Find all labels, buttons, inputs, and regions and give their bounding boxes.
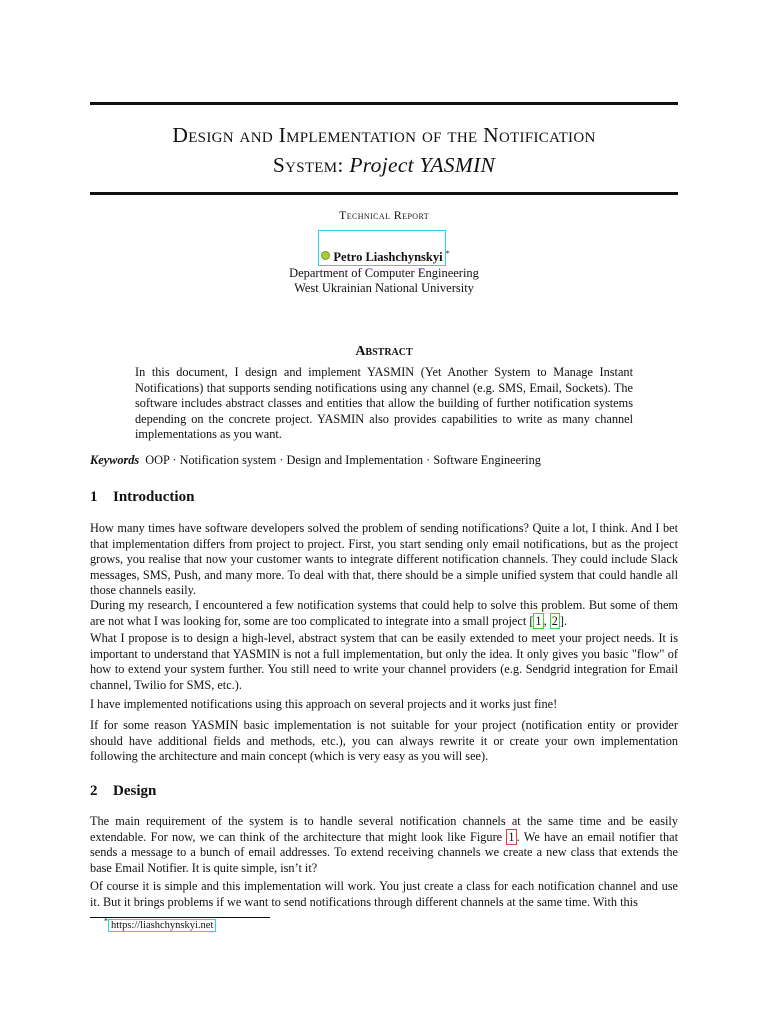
paper-title (90, 120, 678, 180)
paragraph-text: The main requirement of the system is to handle several notification channels at the same time and be easily extendable. For now, we can think of the architecture that might look like Figure (90, 814, 678, 844)
design-paragraph-2: Of course it is simple and this implementation will work. You just create a class for each notification channel and use it. But it brings problems if we want to send notifications through different channels at the same time. With this (90, 879, 678, 909)
paragraph-text: , (543, 613, 550, 628)
paragraph-text: . We have an email notifier that sends a message to a bunch of email addresses. To extend receiving channels we create a new class that extends the base Email Notifier. It is quite simple, isn’t it? (90, 829, 678, 875)
paragraph-text: ]. (559, 613, 568, 628)
keywords-line (90, 453, 678, 468)
intro-paragraph-4: I have implemented notifications using this approach on several projects and it works just fine! (90, 697, 558, 711)
section-heading-design (90, 783, 156, 800)
section-title: Introduction (113, 489, 195, 505)
paragraph-text: During my research, I encountered a few notification systems that could help to solve this problem. But some of them are not what I was looking for, some are too complicated to integrate into a small project [ (90, 598, 678, 628)
section-number: 2 (90, 783, 98, 799)
footnote-mark: * (104, 916, 108, 926)
footnote-rule (90, 917, 270, 918)
intro-paragraph-3: What I propose is to design a high-level, abstract system that can be easily extended to meet your project needs. It is important to understand that YASMIN is not a full implementation, but only the idea. It only gives you basic "flow" of how to extend your system further. You still need to write your channel providers (e.g. Sendgrid integration for Email channel, Twilio for SMS, etc.). (90, 631, 678, 692)
section-heading-introduction (90, 489, 194, 506)
author-link[interactable] (318, 230, 445, 266)
footnote-url-link[interactable]: https://liashchynskyi.net (108, 919, 216, 932)
intro-paragraph-2 (90, 598, 678, 629)
author-name: Petro Liashchynskyi (333, 250, 443, 264)
section-number: 1 (90, 489, 98, 505)
title-line-2-prefix: System: (272, 153, 350, 177)
author-block (90, 248, 678, 296)
keywords-text: OOP · Notification system · Design and Implementation · Software Engineering (145, 453, 541, 467)
keywords-label: Keywords (90, 453, 140, 467)
author-department: Department of Computer Engineering (289, 266, 479, 280)
intro-paragraph-1: How many times have software developers solved the problem of sending notifications? Quite a lot, I think. And I bet that implementation differs from project to project. First, you start sending only email notifications, but as the project grows, you realise that now your customer wants to integrate different notification channels. They could include Slack messages, SMS, Push, and many more. To deal with that, there should be a simple unified system that could handle all those channels easily. (90, 521, 678, 597)
citation-link[interactable]: 2 (551, 613, 558, 628)
design-paragraph-1 (90, 814, 678, 876)
title-line-2-italic: Project YASMIN (349, 153, 496, 177)
abstract-text: In this document, I design and implement YASMIN (Yet Another System to Manage Instant Notifications) that supports sending notifications using any channel (e.g. SMS, Email, Sockets). The software includes abstract classes and entities that allow the building of further notification systems depending on the concrete project. YASMIN also provides capabilities to write as many channel implementations as you want. (135, 365, 633, 441)
orcid-icon[interactable] (321, 251, 330, 260)
title-top-rule (90, 102, 678, 105)
author-footnote-mark[interactable]: * (445, 248, 450, 258)
report-type-label: Technical Report (338, 208, 430, 222)
intro-paragraph-5: If for some reason YASMIN basic implementation is not suitable for your project (notification entity or provider should have additional fields and methods, etc.), you can always rewrite it or create your own implementation following the architecture and main concept (which is very easy as you will see). (90, 718, 678, 763)
author-university: West Ukrainian National University (294, 281, 474, 295)
abstract-heading: Abstract (355, 344, 413, 359)
citation-link[interactable]: 1 (535, 613, 542, 628)
figure-link[interactable]: 1 (508, 829, 515, 844)
title-line-1: Design and Implementation of the Notification (172, 123, 596, 147)
section-title: Design (113, 783, 157, 799)
title-bottom-rule (90, 192, 678, 195)
footnote (104, 916, 216, 931)
